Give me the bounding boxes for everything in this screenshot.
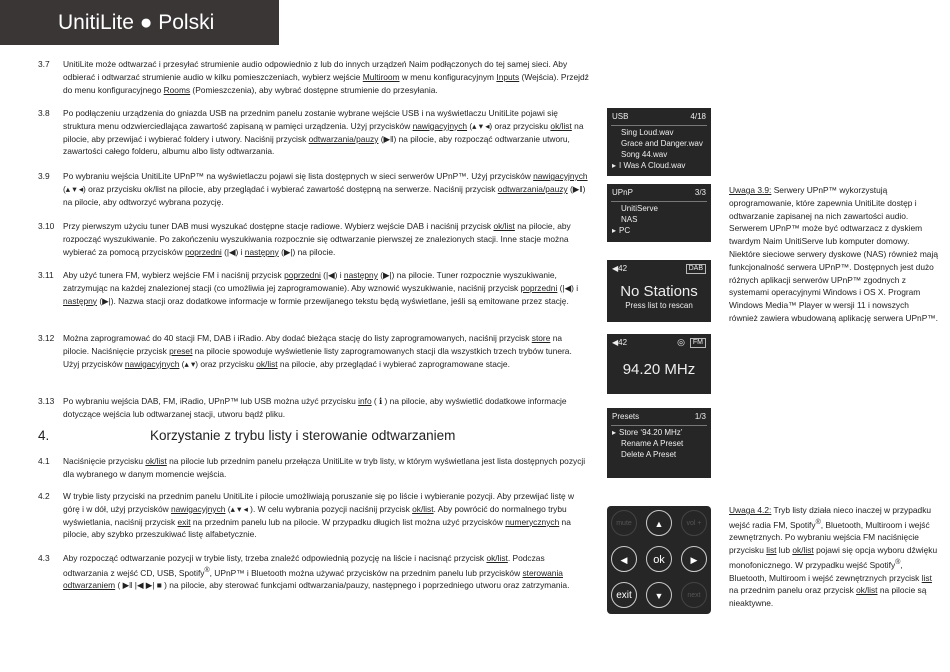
vol-up-button[interactable]: vol + <box>681 510 707 536</box>
section-text: W trybie listy przyciski na przednim panelu UnitiLite i pilocie umożliwiają poruszanie się po liście i wybieranie pozycji. Aby przewijać listę w górę i w dół, użyj przycisków nawigacyjnych (▴ ▾ ◂ ). W celu wybrania pozycji naciśnij przycisk ok/list. Aby powrócić do normalnego trybu wyświetlania, naciśnij przycisk exit na przednim panelu lub na pilocie. W przypadku długich list można użyć przycisków numerycznych na pilocie, aby szybko przeszukiwać listę alfabetycznie. <box>63 491 575 540</box>
display-title: Presets <box>612 412 640 421</box>
list-item: UnitiServe <box>621 204 658 213</box>
presets-display <box>607 408 711 478</box>
section-text: Po wybraniu wejścia UnitiLite UPnP™ na wyświetlaczu pojawi się lista dostępnych w sieci serwerów UPnP™. Użyj przycisków nawigacyjnych (▴ ▾ ◂) oraz przycisku ok/list na pilocie, aby przeglądać i wybierać zawartość dostępną na serwerze. Naciśnij przycisk odtwarzania/pauzy (▶‖) na pilocie, aby odtworzyć wybrana pozycję. <box>63 171 588 207</box>
usb-display <box>607 108 711 176</box>
selection-arrow-icon: ▸ <box>612 428 617 437</box>
section-number: 4.2 <box>38 491 50 501</box>
volume-indicator: ◀42 <box>612 338 628 347</box>
selection-arrow-icon: ▸ <box>612 161 617 170</box>
volume-indicator: ◀42 <box>612 264 628 273</box>
display-title: USB <box>612 112 629 121</box>
status-sub: Press list to rescan <box>625 301 693 310</box>
display-page: 1/3 <box>694 412 706 421</box>
display-page: 3/3 <box>694 188 706 197</box>
section-number: 3.7 <box>38 59 50 69</box>
section-text: Po podłączeniu urządzenia do gniazda USB na przednim panelu zostanie wybrane wejście USB i na wyświetlaczu UnitiLite pojawi się struktura menu odzwierciedlająca zawartość zapisaną w pamięci urządzenia. Użyj przycisków nawigacyjnych (▴ ▾ ◂) oraz przycisku ok/list na pilocie, aby przewijać i wybierać foldery i utwory. Naciśnij przycisk odtwarzania/pauzy (▶‖) na pilocie, aby rozpocząć odtwarzanie utworu, zawartości całego folderu, albumu albo listy odtwarzania. <box>63 108 584 157</box>
note-3-9: Uwaga 3.9: Serwery UPnP™ wykorzystują oprogramowanie, które zapewnia UnitiLite dostęp i odtwarzanie zapisanej na nich zawartości audio. Serwerem UPnP™ może być odtwarzacz z dyskiem twardym Naim UnitiServe lub komputer domowy. Niektóre sieciowe serwery dyskowe (NAS) również mają funkcjonalność serwera UPnP™. Dostępnych jest dużo różnych aplikacji serwerów UPnP™ zgodnych z systemami operacyjnymi Windows i OS X. Program Windows Media™ Player w wersji 11 i nowszych również zawiera wbudowaną aplikację serwera UPnP™. <box>729 185 939 323</box>
section-text: Naciśnięcie przycisku ok/list na pilocie lub przednim panelu przełącza UnitiLite w tryb listy, w którym wyświetlana jest lista dostępnych pozycji dla wybranego w danym momencie wejścia. <box>63 456 586 479</box>
heading-number: 4. <box>38 428 50 443</box>
list-item: NAS <box>621 215 638 224</box>
section-number: 3.12 <box>38 333 55 343</box>
down-arrow-icon[interactable]: ▼ <box>646 582 672 608</box>
fm-display <box>607 334 711 394</box>
list-item: Store ‘94.20 MHz’ <box>619 428 683 437</box>
list-item: Song 44.wav <box>621 150 668 159</box>
list-item: Sing Loud.wav <box>621 128 674 137</box>
display-title: UPnP <box>612 188 633 197</box>
section-text: Aby użyć tunera FM, wybierz wejście FM i naciśnij przycisk poprzedni (|◀) i następny (▶|) na pilocie. Tuner rozpocznie wyszukiwanie, zatrzymując na każdej znalezionej stacji (co umożliwia jej zaprogramowanie). Aby wznowić wyszukiwanie, naciśnij przycisk poprzedni (|◀) i następny (▶|). Nazwa stacji oraz dodatkowe informacje w formie przewijanego tekstu będą wyświetlane, jeśli są emitowane przez stację. <box>63 270 579 306</box>
ok-button[interactable]: ok <box>646 546 672 572</box>
page-header <box>0 0 279 45</box>
list-item: Rename A Preset <box>621 439 684 448</box>
list-item: Grace and Danger.wav <box>621 139 703 148</box>
list-item: I Was A Cloud.wav <box>619 161 686 170</box>
section-text: Można zaprogramować do 40 stacji FM, DAB i iRadio. Aby dodać bieżąca stację do listy zaprogramowanych, naciśnij przycisk store na pilocie. Naciśnięcie przycisk preset na pilocie spowoduje wyświetlenie listy zaprogramowanych stacji dla wszystkich trzech trybów tunera. Użyj przycisków nawigacyjnych (▴ ▾) oraz przycisku ok/list na pilocie, aby przeglądać i wybierać zaprogramowane stacje. <box>63 333 572 369</box>
fm-badge: FM <box>690 338 706 348</box>
section-number: 3.10 <box>38 221 55 231</box>
status-main: No Stations <box>620 283 698 300</box>
frequency: 94.20 MHz <box>622 361 696 378</box>
section-text: Po wybraniu wejścia DAB, FM, iRadio, UPnP™ lub USB można użyć przycisku info ( ℹ ) na pilocie, aby wyświetlić dodatkowe informacje dotyczące wejścia lub odtwarzanej stacji, utworu bądź pliku. <box>63 396 567 419</box>
section-text: Aby rozpocząć odtwarzanie pozycji w trybie listy, trzeba znaleźć odpowiednią pozycję na liście i nacisnąć przycisk ok/list. Podczas odtwarzania z wejść CD, USB, Spotify®, UPnP™ i Bluetooth można używać przycisków na przednim panelu lub przycisków sterowania odtwarzaniem ( ▶‖ |◀ ▶| ■ ) na pilocie, aby sterować funkcjami odtwarzania/pauzy, następnego i poprzedniego utworu oraz zatrzymania. <box>63 553 570 591</box>
dab-display <box>607 260 711 322</box>
up-arrow-icon[interactable]: ▲ <box>646 510 672 536</box>
remote-control <box>607 506 711 614</box>
next-button[interactable]: next <box>681 582 707 608</box>
upnp-display <box>607 184 711 242</box>
mute-button[interactable]: mute <box>611 510 637 536</box>
dab-badge: DAB <box>686 264 706 274</box>
section-number: 3.13 <box>38 396 55 406</box>
list-item: PC <box>619 226 631 235</box>
section-number: 4.1 <box>38 456 50 466</box>
selection-arrow-icon: ▸ <box>612 226 617 235</box>
note-4-2: Uwaga 4.2: Tryb listy działa nieco inaczej w przypadku wejść radia FM, Spotify®, Bluetooth, Multiroom i wejść zewnętrznych. Po wybraniu wejścia FM naciśnięcie przycisku list lub ok/list pojawi się opcja wyboru dźwięku monofonicznego. W przypadku wejść Spotify®, Bluetooth, Multiroom i wejść zewnętrznych przycisk list na przednim panelu oraz przycisk ok/list na pilocie są nieaktywne. <box>729 505 938 609</box>
right-arrow-icon[interactable]: ▶ <box>681 546 707 572</box>
exit-button[interactable]: exit <box>611 582 637 608</box>
section-number: 4.3 <box>38 553 50 563</box>
section-number: 3.11 <box>38 270 54 280</box>
stereo-icon: ◎ <box>677 337 685 347</box>
left-arrow-icon[interactable]: ◀ <box>611 546 637 572</box>
section-text: UnitiLite może odtwarzać i przesyłać strumienie audio odpowiednio z lub do innych urządzeń Naim podłączonych do tej samej sieci. Aby odbierać i odtwarzać strumienie audio w kilku pomieszczeniach, wybierz wejście Multiroom w menu konfiguracyjnym Inputs (Wejścia). Przejdź do menu konfiguracyjnego Rooms (Pomieszczenia), aby wybrać dostępne strumienie do przesyłania. <box>63 59 589 95</box>
list-item: Delete A Preset <box>621 450 677 459</box>
section-number: 3.9 <box>38 171 50 181</box>
section-number: 3.8 <box>38 108 50 118</box>
display-page: 4/18 <box>690 112 706 121</box>
section-text: Przy pierwszym użyciu tuner DAB musi wyszukać dostępne stacje radiowe. Wybierz wejście DAB i naciśnij przycisk ok/list na pilocie, aby rozpocząć wyszukiwanie. Po zakończeniu wyszukiwania rozpocznie się odtwarzanie pierwszej ze znalezionych stacji. Inne stacje można wybierać za pomocą przycisków poprzedni (|◀) i następny (▶|) na pilocie. <box>63 221 571 257</box>
page-title: UnitiLite ● Polski <box>58 11 215 34</box>
heading-title: Korzystanie z trybu listy i sterowanie odtwarzaniem <box>150 428 456 443</box>
